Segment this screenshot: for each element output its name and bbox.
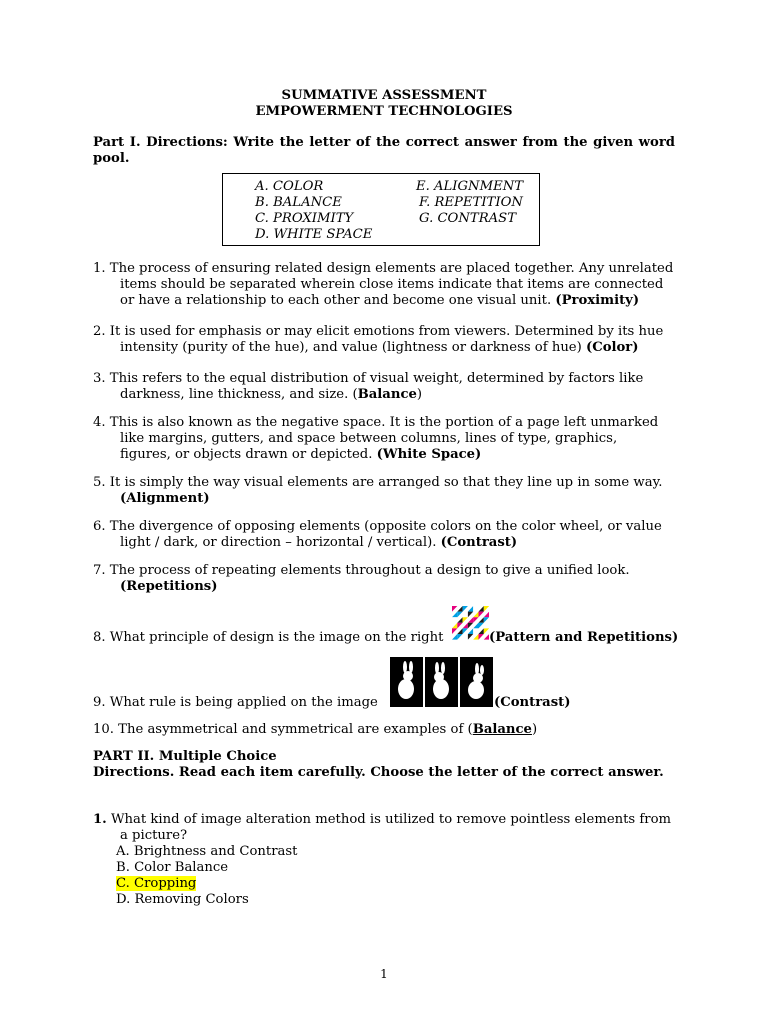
word-pool-item (419, 195, 523, 211)
question-text: or have a relationship to each other and become one visual unit. (120, 293, 552, 308)
word-pool-word: CONTRAST (437, 211, 516, 226)
question-text: 6. The divergence of opposing elements (opposite colors on the color wheel, or value (93, 519, 662, 534)
part2-heading: PART II. Multiple Choice (93, 749, 277, 764)
question-text: figures, or objects drawn or depicted. (120, 447, 373, 462)
word-pool-word: REPETITION (434, 195, 523, 210)
answer-text: (Pattern and Repetitions) (489, 630, 679, 645)
word-pool-item (419, 211, 516, 227)
answer-text: Balance (472, 722, 532, 737)
word-pool-letter: E. (416, 179, 430, 194)
question-text: What kind of image alteration method is utilized to remove pointless elements from (106, 812, 672, 827)
question-text: a picture? (120, 828, 188, 843)
question-text: 7. The process of repeating elements throughout a design to give a unified look. (93, 563, 630, 578)
white-bunnies-on-black-image (390, 657, 493, 707)
option-d: D. Removing Colors (116, 892, 249, 907)
question-item-7 (93, 563, 675, 595)
question-item-10 (93, 722, 537, 738)
answer-text: (White Space) (376, 447, 482, 462)
word-pool-letter: B. (255, 195, 269, 210)
answer-text: (Contrast) (440, 535, 518, 550)
question-number: 1. (93, 812, 107, 827)
question-text: 5. It is simply the way visual elements are arranged so that they line up in some way. (93, 475, 663, 490)
word-pool-word: ALIGNMENT (434, 179, 524, 194)
mc-question-1 (93, 812, 675, 908)
word-pool-letter: F. (419, 195, 431, 210)
answer-text: Balance (357, 387, 417, 402)
question-item-3 (93, 371, 675, 403)
option-a: A. Brightness and Contrast (116, 844, 298, 859)
colorful-pattern-image (452, 606, 489, 640)
word-pool-word: COLOR (272, 179, 324, 194)
word-pool-word: PROXIMITY (273, 211, 354, 226)
question-text: 3. This refers to the equal distribution of visual weight, determined by factors like (93, 371, 644, 386)
word-pool-item (255, 211, 353, 227)
question-item-2 (93, 324, 675, 356)
word-pool-box (222, 173, 540, 246)
question-item-5 (93, 475, 675, 507)
part1-directions-line2: pool. (93, 151, 130, 166)
page-number: 1 (380, 967, 388, 981)
word-pool-letter: C. (255, 211, 269, 226)
answer-text: (Contrast) (494, 695, 571, 710)
question-text: darkness, line thickness, and size. ( (120, 387, 358, 402)
answer-text: (Color) (585, 340, 639, 355)
question-text: 2. It is used for emphasis or may elicit emotions from viewers. Determined by its hue (93, 324, 664, 339)
word-pool-letter: A. (255, 179, 269, 194)
question-item-9 (93, 695, 378, 711)
part2-directions: Directions. Read each item carefully. Choose the letter of the correct answer. (93, 765, 664, 780)
question-item-1 (93, 261, 675, 309)
question-text: ) (531, 722, 538, 737)
word-pool-item (255, 227, 372, 243)
word-pool-letter: G. (419, 211, 434, 226)
document-title: SUMMATIVE ASSESSMENT (281, 88, 487, 103)
question-text: 8. What principle of design is the image on the right (93, 630, 444, 645)
question-text: 9. What rule is being applied on the image (93, 695, 378, 710)
question-text: like margins, gutters, and space between columns, lines of type, graphics, (120, 431, 618, 446)
question-text: intensity (purity of the hue), and value (lightness or darkness of hue) (120, 340, 582, 355)
question-text: 1. The process of ensuring related design elements are placed together. Any unrelated (93, 261, 674, 276)
answer-text: (Repetitions) (120, 579, 218, 594)
word-pool-letter: D. (255, 227, 270, 242)
question-item-6 (93, 519, 675, 551)
word-pool-word: WHITE SPACE (273, 227, 373, 242)
word-pool-item (416, 179, 523, 195)
word-pool-word: BALANCE (273, 195, 342, 210)
option-b: B. Color Balance (116, 860, 229, 875)
answer-text: (Alignment) (120, 491, 210, 506)
question-text: 10. The asymmetrical and symmetrical are examples of ( (93, 722, 473, 737)
question-item-4 (93, 415, 675, 463)
answer-text: (Proximity) (555, 293, 640, 308)
word-pool-item (255, 195, 342, 211)
question-text: 4. This is also known as the negative space. It is the portion of a page left unmarked (93, 415, 659, 430)
part1-directions-line1: Part I. Directions: Write the letter of the correct answer from the given word (93, 135, 675, 150)
document-subtitle: EMPOWERMENT TECHNOLOGIES (255, 104, 513, 119)
question-text: light / dark, or direction – horizontal / vertical). (120, 535, 437, 550)
word-pool-item (255, 179, 323, 195)
question-item-8 (93, 630, 443, 646)
question-text: ) (416, 387, 423, 402)
question-text: items should be separated wherein close items indicate that items are connected (120, 277, 664, 292)
option-c-highlighted: C. Cropping (116, 876, 197, 891)
